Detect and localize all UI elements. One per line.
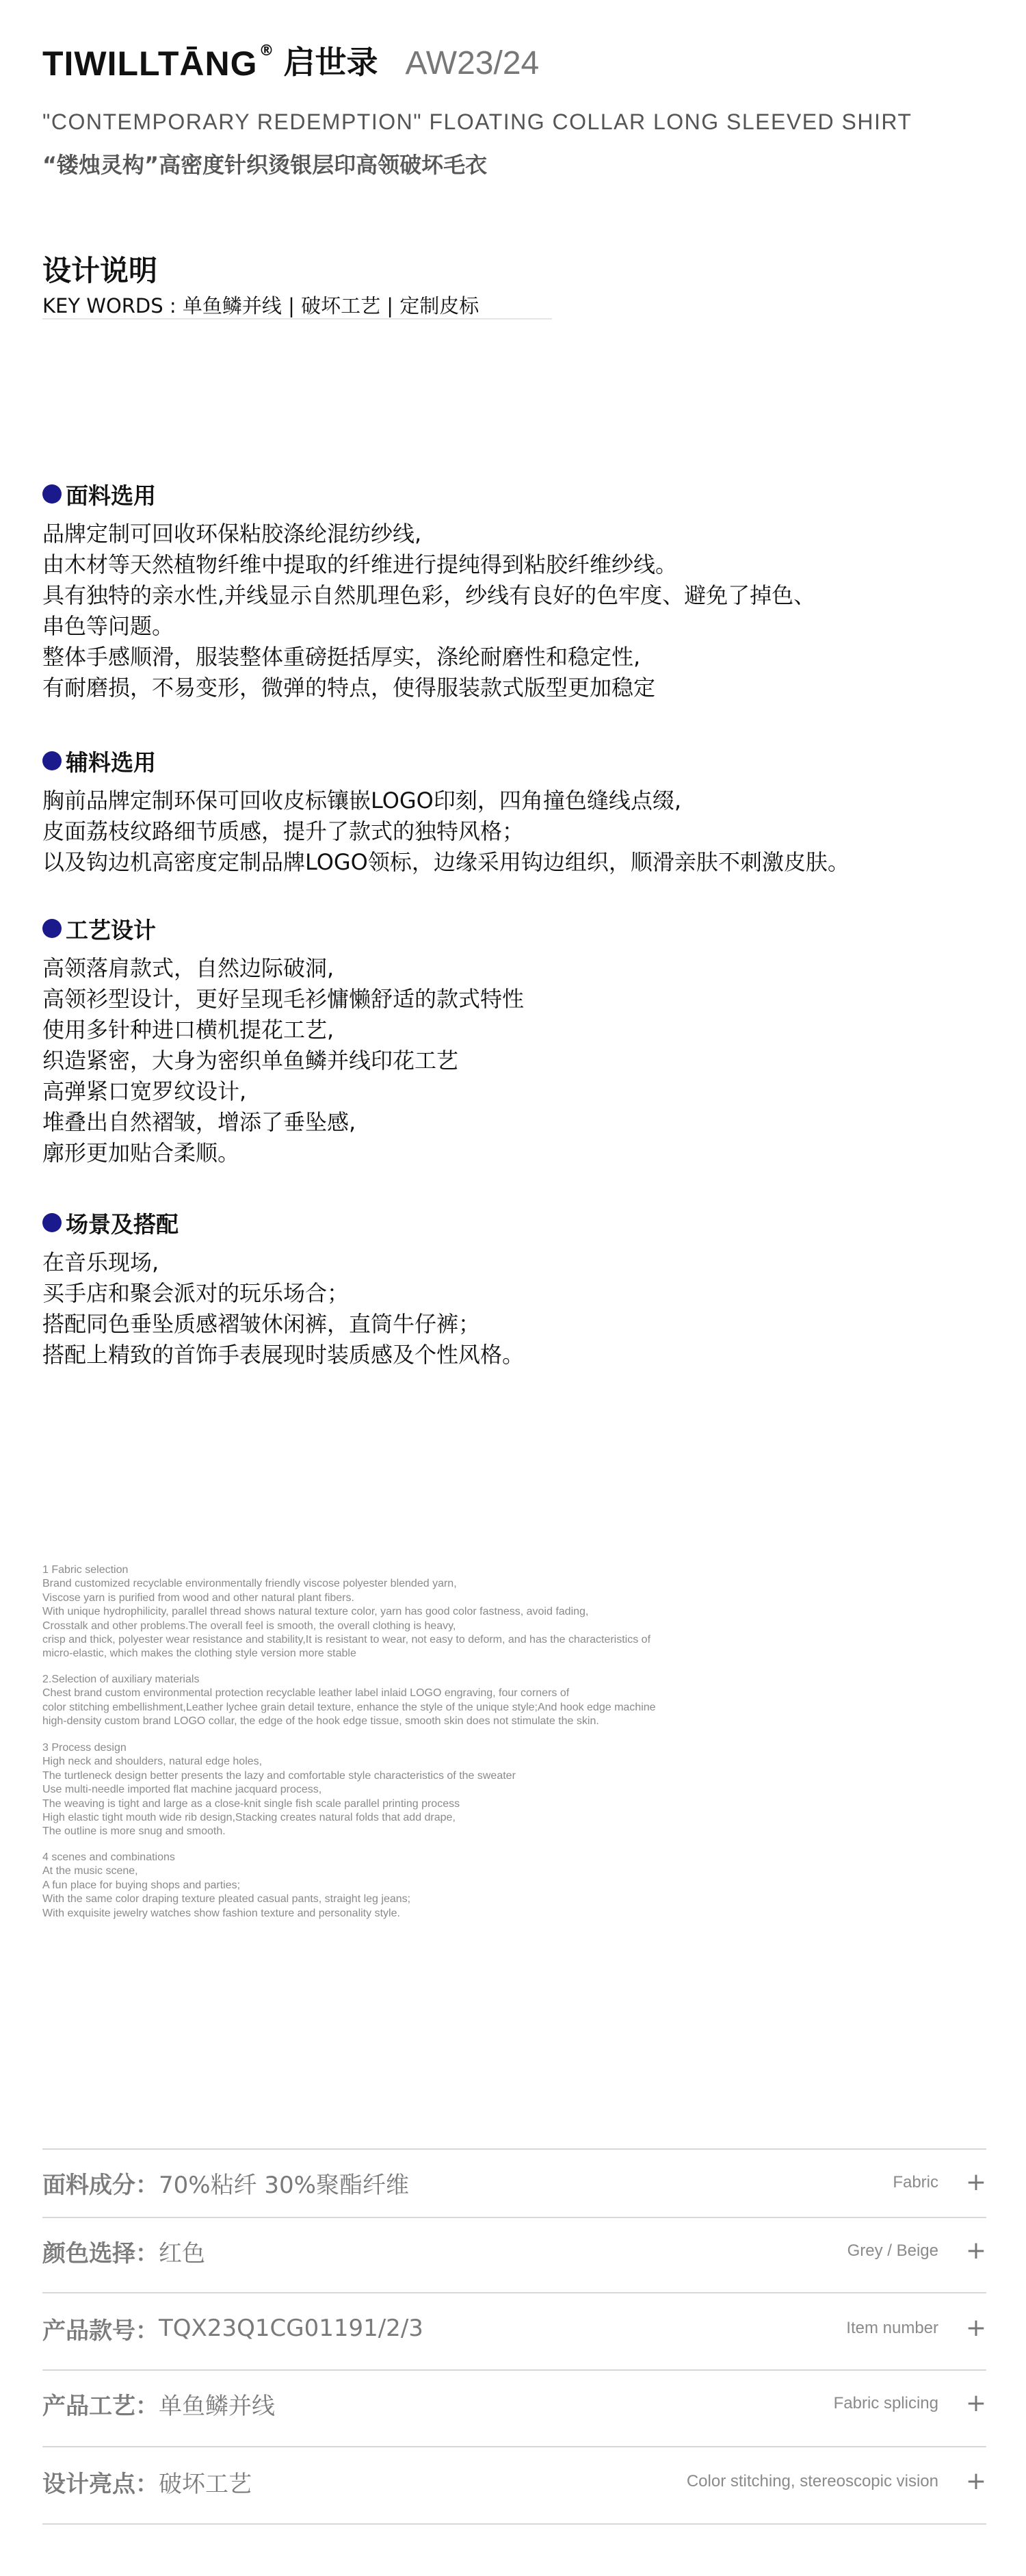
spec-divider [42,2446,986,2447]
english-note-line: With exquisite jewelry watches show fashion texture and personality style. [42,1907,400,1919]
english-note-line: 1 Fabric selection [42,1564,129,1576]
spec-label: 颜色选择： [42,2239,159,2267]
brand-logo [42,42,378,83]
plus-icon[interactable]: + [965,2237,986,2265]
spec-label-en: Grey / Beige [847,2241,938,2260]
section-heading [42,1208,1000,1238]
spec-label: 面料成分： [42,2171,159,2199]
english-note-line: The outline is more snug and smooth. [42,1825,226,1838]
section-line: 堆叠出自然褶皱，增添了垂坠感, [42,1109,356,1135]
section-line: 在音乐现场, [42,1249,159,1275]
bullet-dot-icon [42,751,62,770]
section-line: 搭配上精致的首饰手表展现时装质感及个性风格。 [42,1342,525,1368]
section-title: 面料选用 [66,482,156,509]
english-note-line: Crosstalk and other problems.The overall feel is smooth, the overall clothing is heavy, [42,1619,456,1632]
section-line: 使用多针种进口横机提花工艺, [42,1017,334,1043]
spec-label-en: Color stitching, stereoscopic vision [686,2472,938,2490]
section-title: 场景及搭配 [66,1210,179,1238]
spec-label: 产品款号： [42,2317,159,2345]
keywords-divider [42,318,552,320]
spec-value: 红色 [159,2239,205,2267]
spec-divider [42,2148,986,2150]
plus-icon[interactable]: + [965,2467,986,2495]
section-line: 高弹紧口宽罗纹设计, [42,1078,247,1104]
spec-divider [42,2369,986,2371]
bullet-dot-icon [42,919,62,938]
section-craft [42,913,1000,1169]
section-heading [42,913,1000,944]
section-line: 有耐磨损，不易变形，微弹的特点，使得服装款式版型更加稳定 [42,675,656,701]
section-body [42,519,1000,703]
section-line: 高领衫型设计，更好呈现毛衫慵懒舒适的款式特性 [42,986,525,1012]
english-note-line: High neck and shoulders, natural edge holes, [42,1756,263,1768]
english-note-line: A fun place for buying shops and parties; [42,1879,241,1891]
spec-divider [42,2292,986,2293]
english-note-line: crisp and thick, polyester wear resistance and stability,It is resistant to wear, not easy to deform, and has the characteristics of [42,1634,651,1646]
spec-label-en: Fabric [893,2173,938,2191]
section-line: 皮面荔枝纹路细节质感，提升了款式的独特风格； [42,818,525,844]
english-note-line: high-density custom brand LOGO collar, the edge of the hook edge tissue, smooth skin does not stimulate the skin. [42,1715,599,1728]
spec-row-highlight[interactable] [42,2461,986,2502]
section-line: 胸前品牌定制环保可回收皮标镶嵌LOGO印刻，四角撞色缝线点缀, [42,788,682,814]
english-note-line: color stitching embellishment,Leather lychee grain detail texture, enhance the style of the unique style;And hook edge machine [42,1701,656,1713]
english-note-line: With unique hydrophilicity, parallel thread shows natural texture color, yarn has good color fastness, avoid fading, [42,1606,589,1618]
section-line: 搭配同色垂坠质感褶皱休闲裤，直筒牛仔裤； [42,1311,481,1337]
section-line: 买手店和聚会派对的玩乐场合； [42,1280,350,1306]
spec-label: 产品工艺： [42,2392,159,2420]
section-line: 以及钩边机高密度定制品牌LOGO领标，边缘采用钩边组织，顺滑亲肤不刺激皮肤。 [42,849,850,875]
english-note-line: 4 scenes and combinations [42,1851,175,1863]
section-heading [42,746,1000,776]
english-note-block [42,1741,986,1839]
brand-name-cn: 启世录 [283,44,378,81]
section-body [42,785,1000,878]
spec-row-item-number[interactable] [42,2308,986,2349]
section-heading [42,479,1000,509]
english-note-line: Use multi-needle imported flat machine jacquard process, [42,1784,322,1796]
english-note-line: High elastic tight mouth wide rib design,Stacking creates natural folds that add drape, [42,1812,456,1824]
section-accessories [42,746,1000,878]
section-body [42,1247,1000,1370]
spec-row-process[interactable] [42,2383,986,2424]
season-label: AW23/24 [405,45,540,81]
product-title-en: "CONTEMPORARY REDEMPTION" FLOATING COLLAR LONG SLEEVED SHIRT [42,109,912,134]
section-line: 高领落肩款式，自然边际破洞, [42,955,334,981]
english-note-block [42,1673,986,1729]
bullet-dot-icon [42,1213,62,1232]
bullet-dot-icon [42,484,62,504]
section-line: 具有独特的亲水性,并线显示自然肌理色彩，纱线有良好的色牢度、避免了掉色、 [42,582,816,608]
design-notes-heading: 设计说明 [42,254,158,287]
spec-divider [42,2523,986,2525]
english-note-line: With the same color draping texture pleated casual pants, straight leg jeans; [42,1893,411,1905]
section-title: 辅料选用 [66,749,156,776]
spec-value: 单鱼鳞并线 [159,2392,275,2420]
plus-icon[interactable]: + [965,2314,986,2342]
english-note-line: micro-elastic, which makes the clothing style version more stable [42,1648,356,1660]
brand-name-en: TIWILLTĀNG [42,44,258,83]
product-title-cn: “镂烛灵构”高密度针织烫银层印高领破坏毛衣 [42,152,488,178]
spec-value: TQX23Q1CG01191/2/3 [159,2315,423,2342]
english-note-line: The weaving is tight and large as a close-knit single fish scale parallel printing process [42,1797,460,1810]
english-note-line: Viscose yarn is purified from wood and other natural plant fibers. [42,1591,354,1604]
english-note-line: At the music scene, [42,1865,138,1877]
spec-value: 破坏工艺 [159,2470,252,2498]
english-note-line: 2.Selection of auxiliary materials [42,1674,200,1685]
brand-header [42,40,539,88]
spec-row-color[interactable] [42,2230,986,2272]
english-note-line: Chest brand custom environmental protection recyclable leather label inlaid LOGO engraving, four corners of [42,1687,570,1700]
plus-icon[interactable]: + [965,2168,986,2196]
spec-label-en: Item number [846,2319,938,2337]
section-body [42,953,1000,1169]
section-title: 工艺设计 [66,916,156,944]
section-line: 串色等问题。 [42,613,174,639]
english-note-line: Brand customized recyclable environmentally friendly viscose polyester blended yarn, [42,1578,457,1590]
english-note-line: 3 Process design [42,1742,127,1754]
english-note-line: The turtleneck design better presents the lazy and comfortable style characteristics of the sweater [42,1769,516,1782]
section-line: 整体手感顺滑，服装整体重磅挺括厚实，涤纶耐磨性和稳定性, [42,644,641,670]
section-line: 廓形更加贴合柔顺。 [42,1140,240,1166]
keywords-line: KEY WORDS : 单鱼鳞并线 | 破坏工艺 | 定制皮标 [42,294,479,317]
registered-mark: ® [259,42,274,60]
section-line: 由木材等天然植物纤维中提取的纤维进行提纯得到粘胶纤维纱线。 [42,551,678,577]
section-line: 品牌定制可回收环保粘胶涤纶混纺纱线, [42,521,422,547]
section-line: 织造紧密，大身为密织单鱼鳞并线印花工艺 [42,1048,459,1074]
spec-value: 70%粘纤 30%聚酯纤维 [159,2171,409,2199]
section-fabric [42,479,1000,703]
spec-divider [42,2217,986,2218]
english-note-block [42,1851,986,1921]
spec-row-fabric[interactable] [42,2162,986,2203]
section-scenes [42,1208,1000,1370]
spec-label-en: Fabric splicing [833,2394,938,2412]
plus-icon[interactable]: + [965,2389,986,2417]
spec-label: 设计亮点： [42,2470,159,2498]
english-note-block [42,1563,986,1661]
